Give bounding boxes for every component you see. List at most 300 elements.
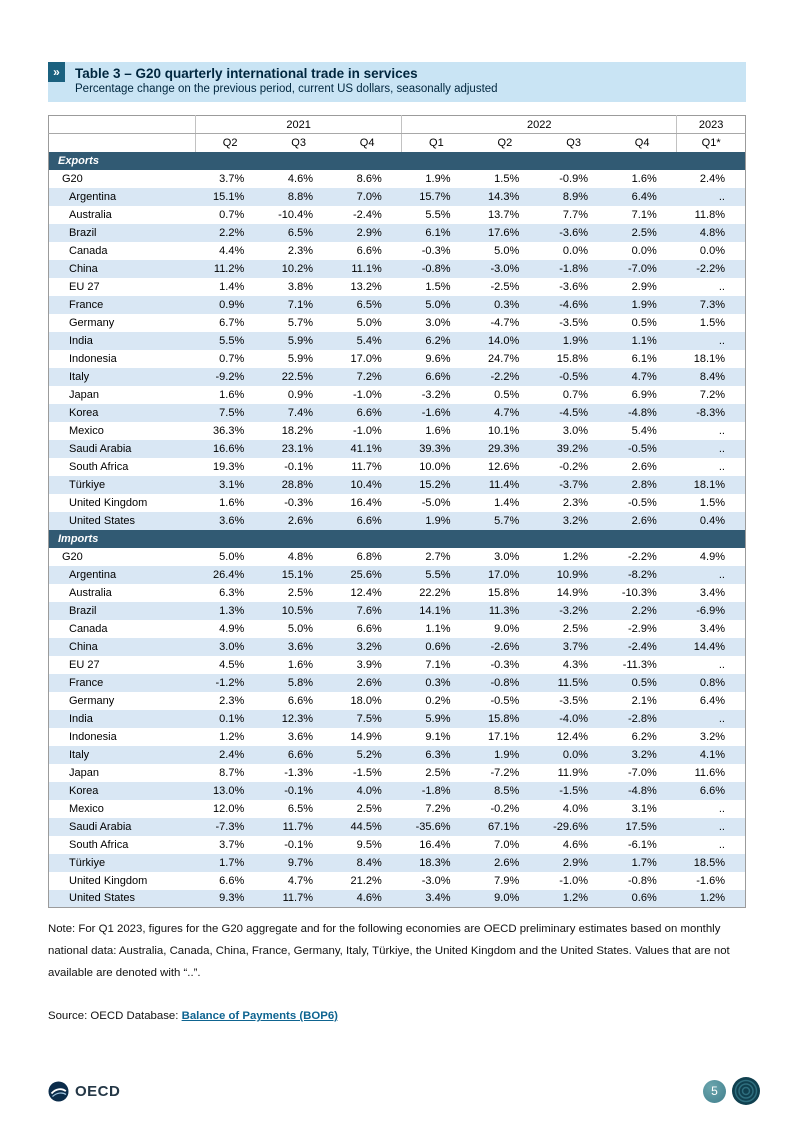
table-row-brazil	[49, 602, 746, 620]
country-cell: Germany	[69, 694, 115, 707]
value-cell: -0.3%	[421, 244, 451, 257]
value-cell: -3.0%	[421, 874, 451, 887]
value-cell: 22.2%	[419, 586, 451, 599]
value-cell: 15.2%	[419, 478, 451, 491]
value-cell: -8.2%	[628, 568, 657, 581]
value-cell: 19.3%	[213, 460, 245, 473]
table-row-korea	[49, 404, 746, 422]
value-cell: 11.6%	[694, 766, 725, 779]
quarter-header: Q1*	[677, 134, 746, 152]
value-cell: 11.7%	[282, 892, 313, 905]
value-cell: 16.4%	[419, 838, 451, 851]
table-row-saudi-arabia	[49, 440, 746, 458]
value-cell: -7.3%	[215, 820, 245, 833]
section-header-exports	[49, 152, 746, 170]
value-cell: 15.8%	[556, 352, 588, 365]
value-cell: 9.0%	[494, 892, 520, 905]
value-cell: -1.6%	[696, 874, 725, 887]
country-cell: Brazil	[69, 604, 97, 617]
value-cell: -1.0%	[559, 874, 588, 887]
table-row-t-rkiye	[49, 854, 746, 872]
value-cell: -3.0%	[490, 262, 520, 275]
value-cell: 67.1%	[488, 820, 520, 833]
value-cell: 1.9%	[631, 298, 657, 311]
value-cell: 3.6%	[219, 514, 245, 527]
value-cell: 6.6%	[287, 694, 313, 707]
value-cell: 5.0%	[425, 298, 451, 311]
table-row-japan	[49, 764, 746, 782]
table-row-france	[49, 674, 746, 692]
table-row-t-rkiye	[49, 476, 746, 494]
table-row-germany	[49, 692, 746, 710]
country-cell: India	[69, 712, 93, 725]
value-cell: -5.0%	[421, 496, 451, 509]
value-cell: 11.5%	[557, 676, 588, 689]
value-cell: 1.7%	[219, 856, 245, 869]
value-cell: 7.5%	[219, 406, 245, 419]
oecd-globe-icon	[48, 1081, 69, 1102]
value-cell: 13.2%	[350, 280, 382, 293]
source-prefix: Source: OECD Database:	[48, 1010, 182, 1022]
value-cell: 1.3%	[219, 604, 245, 617]
value-cell: -0.8%	[628, 874, 657, 887]
value-cell: 5.9%	[287, 334, 313, 347]
value-cell: 3.4%	[699, 622, 725, 635]
country-cell: Japan	[69, 766, 99, 779]
value-cell: 16.6%	[213, 442, 245, 455]
quarter-header: Q4	[333, 134, 402, 152]
value-cell: 7.1%	[631, 208, 657, 221]
table-row-g20	[49, 170, 746, 188]
value-cell: -2.8%	[628, 712, 657, 725]
value-cell: 11.8%	[694, 208, 725, 221]
value-cell: 2.1%	[631, 694, 657, 707]
value-cell: -10.4%	[278, 208, 313, 221]
value-cell: 3.6%	[287, 730, 313, 743]
value-cell: 5.5%	[425, 568, 451, 581]
value-cell: 11.7%	[282, 820, 313, 833]
table-row-mexico	[49, 422, 746, 440]
value-cell: 0.7%	[562, 388, 588, 401]
value-cell: 15.8%	[488, 586, 520, 599]
year-header: 2021	[196, 116, 402, 134]
value-cell: 7.0%	[356, 190, 382, 203]
value-cell: -2.6%	[490, 640, 520, 653]
country-cell: Indonesia	[69, 730, 117, 743]
value-cell: 0.0%	[699, 244, 725, 257]
page-footer	[48, 1076, 761, 1106]
value-cell: -0.3%	[490, 658, 520, 671]
table-row-germany	[49, 314, 746, 332]
value-cell: 6.6%	[699, 784, 725, 797]
value-cell: 1.2%	[219, 730, 245, 743]
value-cell: 1.6%	[631, 172, 657, 185]
country-cell: France	[69, 676, 104, 689]
value-cell: 1.1%	[631, 334, 657, 347]
value-cell: -1.5%	[353, 766, 382, 779]
value-cell: -4.7%	[490, 316, 520, 329]
value-cell: 4.0%	[356, 784, 382, 797]
value-cell: 1.2%	[699, 892, 725, 905]
table-row-eu-27	[49, 656, 746, 674]
value-cell: 0.1%	[219, 712, 245, 725]
value-cell: 24.7%	[488, 352, 520, 365]
country-cell: Mexico	[69, 802, 104, 815]
value-cell: ..	[718, 280, 725, 293]
value-cell: 6.5%	[356, 298, 382, 311]
value-cell: 1.6%	[219, 388, 245, 401]
value-cell: 1.6%	[287, 658, 313, 671]
country-cell: South Africa	[69, 460, 129, 473]
value-cell: 15.1%	[281, 568, 313, 581]
value-cell: 14.9%	[556, 586, 588, 599]
value-cell: 4.6%	[562, 838, 588, 851]
quarter-header: Q4	[608, 134, 677, 152]
country-cell: EU 27	[69, 280, 100, 293]
value-cell: 4.1%	[699, 748, 725, 761]
value-cell: 9.1%	[425, 730, 451, 743]
country-cell: Türkiye	[69, 478, 106, 491]
value-cell: 6.5%	[287, 226, 313, 239]
value-cell: 36.3%	[213, 424, 245, 437]
value-cell: 6.1%	[425, 226, 451, 239]
value-cell: 6.8%	[356, 550, 382, 563]
value-cell: -0.8%	[490, 676, 520, 689]
value-cell: 1.6%	[425, 424, 451, 437]
value-cell: -1.8%	[559, 262, 588, 275]
value-cell: 12.3%	[281, 712, 313, 725]
quarter-header-row	[49, 134, 746, 152]
corner-cell	[49, 134, 196, 152]
value-cell: 5.0%	[287, 622, 313, 635]
value-cell: -0.5%	[628, 442, 657, 455]
table-row-canada	[49, 620, 746, 638]
value-cell: 1.6%	[219, 496, 245, 509]
value-cell: 7.6%	[356, 604, 382, 617]
value-cell: 14.3%	[488, 190, 520, 203]
quarter-header: Q3	[539, 134, 608, 152]
value-cell: 18.0%	[350, 694, 382, 707]
page-number: 5	[711, 1084, 718, 1098]
value-cell: 11.1%	[351, 262, 382, 275]
value-cell: 2.5%	[287, 586, 313, 599]
value-cell: 6.3%	[219, 586, 245, 599]
value-cell: 6.6%	[356, 406, 382, 419]
value-cell: 18.2%	[281, 424, 313, 437]
value-cell: 5.0%	[494, 244, 520, 257]
value-cell: 3.1%	[219, 478, 245, 491]
value-cell: 6.3%	[425, 748, 451, 761]
value-cell: 6.7%	[219, 316, 245, 329]
concentric-rings-icon	[731, 1076, 761, 1106]
value-cell: 8.5%	[494, 784, 520, 797]
value-cell: 2.8%	[631, 478, 657, 491]
value-cell: 0.8%	[699, 676, 725, 689]
value-cell: 0.0%	[562, 244, 588, 257]
value-cell: 16.4%	[350, 496, 382, 509]
value-cell: 3.0%	[562, 424, 588, 437]
value-cell: 4.7%	[287, 874, 313, 887]
value-cell: -2.2%	[628, 550, 657, 563]
value-cell: -35.6%	[415, 820, 451, 833]
country-cell: Brazil	[69, 226, 97, 239]
table-row-korea	[49, 782, 746, 800]
value-cell: 4.6%	[356, 892, 382, 905]
value-cell: -3.7%	[559, 478, 588, 491]
table-row-south-africa	[49, 458, 746, 476]
table-row-argentina	[49, 566, 746, 584]
value-cell: 7.3%	[699, 298, 725, 311]
value-cell: 3.0%	[494, 550, 520, 563]
value-cell: ..	[718, 442, 725, 455]
value-cell: 7.9%	[494, 874, 520, 887]
value-cell: 17.6%	[488, 226, 520, 239]
value-cell: 4.9%	[219, 622, 245, 635]
value-cell: -0.9%	[559, 172, 588, 185]
value-cell: -2.2%	[490, 370, 520, 383]
value-cell: 2.6%	[631, 514, 657, 527]
value-cell: 2.6%	[494, 856, 520, 869]
value-cell: 2.9%	[631, 280, 657, 293]
value-cell: 6.1%	[631, 352, 657, 365]
value-cell: 17.5%	[625, 820, 657, 833]
value-cell: 2.2%	[219, 226, 245, 239]
value-cell: 0.3%	[494, 298, 520, 311]
country-cell: Mexico	[69, 424, 104, 437]
value-cell: 18.1%	[693, 478, 725, 491]
value-cell: 10.0%	[419, 460, 451, 473]
table-row-mexico	[49, 800, 746, 818]
value-cell: 21.2%	[350, 874, 382, 887]
value-cell: -3.2%	[559, 604, 588, 617]
value-cell: 5.0%	[219, 550, 245, 563]
value-cell: 3.0%	[219, 640, 245, 653]
value-cell: -3.5%	[559, 694, 588, 707]
page-number-badge	[703, 1080, 726, 1103]
value-cell: 7.2%	[425, 802, 451, 815]
value-cell: 10.5%	[281, 604, 313, 617]
value-cell: 4.4%	[219, 244, 245, 257]
value-cell: -11.3%	[622, 658, 657, 671]
value-cell: 7.0%	[494, 838, 520, 851]
value-cell: 1.4%	[494, 496, 520, 509]
value-cell: 1.9%	[494, 748, 520, 761]
value-cell: -29.6%	[553, 820, 588, 833]
value-cell: 5.9%	[287, 352, 313, 365]
value-cell: 9.5%	[356, 838, 382, 851]
value-cell: 11.9%	[557, 766, 588, 779]
value-cell: 14.9%	[350, 730, 382, 743]
country-cell: France	[69, 298, 104, 311]
source-link[interactable]: Balance of Payments (BOP6)	[181, 1010, 338, 1022]
value-cell: 7.5%	[356, 712, 382, 725]
country-cell: Argentina	[69, 568, 117, 581]
country-cell: Korea	[69, 406, 99, 419]
value-cell: 2.5%	[356, 802, 382, 815]
table-row-india	[49, 332, 746, 350]
value-cell: -0.1%	[284, 838, 313, 851]
value-cell: 17.1%	[488, 730, 520, 743]
value-cell: 13.0%	[213, 784, 245, 797]
value-cell: 1.5%	[699, 496, 725, 509]
table-row-china	[49, 638, 746, 656]
value-cell: 5.8%	[287, 676, 313, 689]
value-cell: 2.5%	[631, 226, 657, 239]
value-cell: -7.2%	[490, 766, 520, 779]
value-cell: 3.1%	[631, 802, 657, 815]
value-cell: 11.7%	[351, 460, 382, 473]
table-row-italy	[49, 746, 746, 764]
value-cell: -0.5%	[628, 496, 657, 509]
country-cell: India	[69, 334, 93, 347]
country-cell: Indonesia	[69, 352, 117, 365]
table-row-italy	[49, 368, 746, 386]
value-cell: -1.6%	[421, 406, 451, 419]
value-cell: 1.2%	[562, 892, 588, 905]
value-cell: 8.4%	[356, 856, 382, 869]
country-cell: China	[69, 262, 98, 275]
value-cell: -1.3%	[284, 766, 313, 779]
value-cell: 44.5%	[350, 820, 382, 833]
value-cell: 15.1%	[213, 190, 245, 203]
value-cell: 0.7%	[219, 208, 245, 221]
table-row-united-states	[49, 890, 746, 908]
value-cell: 28.8%	[281, 478, 313, 491]
value-cell: 0.5%	[631, 316, 657, 329]
value-cell: 1.1%	[425, 622, 451, 635]
value-cell: ..	[718, 334, 725, 347]
value-cell: 3.2%	[699, 730, 725, 743]
value-cell: 4.7%	[494, 406, 520, 419]
value-cell: 8.6%	[356, 172, 382, 185]
value-cell: 0.5%	[631, 676, 657, 689]
year-header: 2022	[402, 116, 677, 134]
country-cell: Italy	[69, 748, 90, 761]
country-cell: Saudi Arabia	[69, 820, 132, 833]
oecd-wordmark: OECD	[75, 1082, 121, 1100]
value-cell: 2.4%	[219, 748, 245, 761]
value-cell: 4.7%	[631, 370, 657, 383]
value-cell: 4.0%	[562, 802, 588, 815]
value-cell: 12.4%	[350, 586, 382, 599]
value-cell: -0.2%	[559, 460, 588, 473]
value-cell: -4.0%	[559, 712, 588, 725]
value-cell: 6.5%	[287, 802, 313, 815]
year-header-row	[49, 116, 746, 134]
value-cell: 7.2%	[356, 370, 382, 383]
table-row-g20	[49, 548, 746, 566]
value-cell: 12.0%	[213, 802, 245, 815]
corner-cell	[49, 116, 196, 134]
value-cell: 5.7%	[287, 316, 313, 329]
value-cell: -0.3%	[284, 496, 313, 509]
value-cell: 0.7%	[219, 352, 245, 365]
value-cell: 5.5%	[425, 208, 451, 221]
value-cell: 10.2%	[281, 262, 313, 275]
value-cell: -2.4%	[628, 640, 657, 653]
country-cell: Japan	[69, 388, 99, 401]
value-cell: 2.3%	[562, 496, 588, 509]
value-cell: 9.6%	[425, 352, 451, 365]
value-cell: 15.8%	[488, 712, 520, 725]
value-cell: 7.7%	[562, 208, 588, 221]
table-row-united-states	[49, 512, 746, 530]
value-cell: 26.4%	[213, 568, 245, 581]
value-cell: -2.9%	[628, 622, 657, 635]
value-cell: -3.6%	[559, 280, 588, 293]
table-row-australia	[49, 206, 746, 224]
value-cell: 18.5%	[693, 856, 725, 869]
country-cell: Argentina	[69, 190, 117, 203]
value-cell: 8.4%	[699, 370, 725, 383]
country-cell: United States	[69, 514, 136, 527]
note-text: Note: For Q1 2023, figures for the G20 aggregate and for the following economies are OECD preliminary estimates based on monthly national data: Australia, Canada, China, France, Germany, Italy, Türkiye, the United Kingdom and the United States. Values that are not available are denoted with “..”.	[48, 923, 730, 979]
value-cell: -1.0%	[353, 424, 382, 437]
chevron-marker-icon: »	[48, 62, 65, 82]
value-cell: 23.1%	[281, 442, 313, 455]
country-cell: Australia	[69, 586, 112, 599]
value-cell: -3.6%	[559, 226, 588, 239]
value-cell: 10.1%	[488, 424, 520, 437]
value-cell: -6.9%	[696, 604, 725, 617]
value-cell: 1.7%	[631, 856, 657, 869]
value-cell: -10.3%	[621, 586, 657, 599]
table-row-eu-27	[49, 278, 746, 296]
value-cell: -1.5%	[559, 784, 588, 797]
country-cell: Saudi Arabia	[69, 442, 132, 455]
value-cell: -7.0%	[628, 262, 657, 275]
value-cell: 6.4%	[631, 190, 657, 203]
value-cell: 25.6%	[350, 568, 382, 581]
value-cell: 9.7%	[287, 856, 313, 869]
value-cell: 4.6%	[287, 172, 313, 185]
value-cell: -1.0%	[353, 388, 382, 401]
value-cell: 0.6%	[631, 892, 657, 905]
table-row-indonesia	[49, 728, 746, 746]
quarter-header: Q3	[264, 134, 333, 152]
value-cell: 10.4%	[350, 478, 382, 491]
value-cell: 4.8%	[287, 550, 313, 563]
value-cell: -0.2%	[490, 802, 520, 815]
value-cell: ..	[718, 424, 725, 437]
value-cell: 5.0%	[356, 316, 382, 329]
value-cell: ..	[718, 820, 725, 833]
country-cell: Australia	[69, 208, 112, 221]
value-cell: 4.9%	[699, 550, 725, 563]
value-cell: 3.2%	[562, 514, 588, 527]
value-cell: 4.3%	[562, 658, 588, 671]
value-cell: 2.5%	[562, 622, 588, 635]
value-cell: 29.3%	[488, 442, 520, 455]
value-cell: 0.0%	[631, 244, 657, 257]
value-cell: 1.9%	[562, 334, 588, 347]
value-cell: 8.9%	[562, 190, 588, 203]
value-cell: -0.5%	[490, 694, 520, 707]
value-cell: 1.9%	[425, 514, 451, 527]
page-content	[48, 62, 746, 1022]
value-cell: -3.2%	[421, 388, 451, 401]
year-header: 2023	[677, 116, 746, 134]
value-cell: 12.6%	[488, 460, 520, 473]
country-cell: United Kingdom	[69, 874, 148, 887]
value-cell: 3.8%	[287, 280, 313, 293]
value-cell: 15.7%	[419, 190, 451, 203]
table-row-china	[49, 260, 746, 278]
value-cell: -8.3%	[696, 406, 725, 419]
country-cell: Italy	[69, 370, 90, 383]
value-cell: 3.4%	[425, 892, 451, 905]
country-cell: Germany	[69, 316, 115, 329]
